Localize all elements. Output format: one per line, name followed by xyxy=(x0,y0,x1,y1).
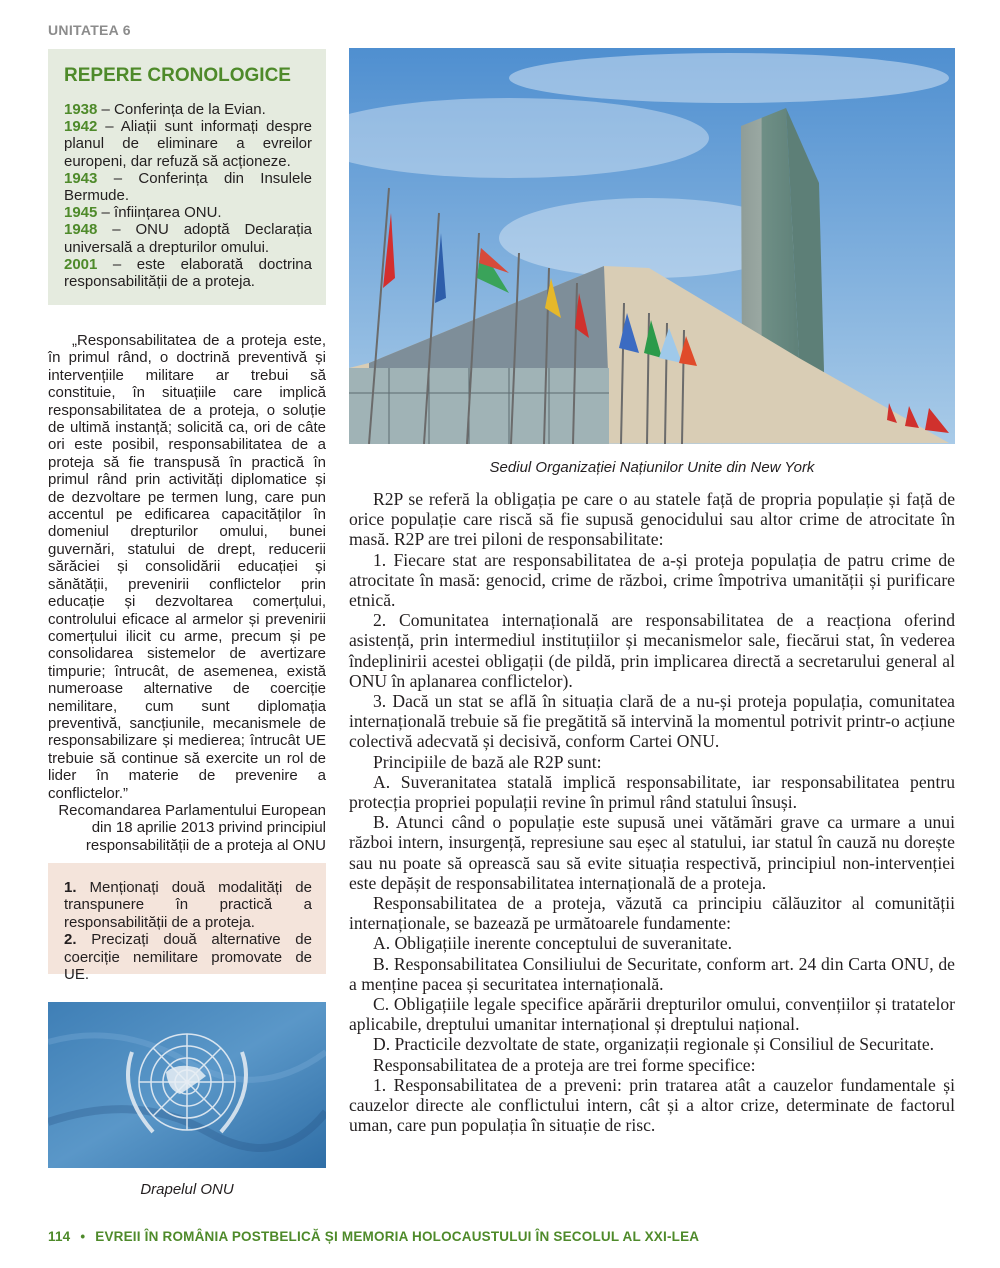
unit-label: UNITATEA 6 xyxy=(48,22,131,38)
un-headquarters-caption: Sediul Organizației Națiunilor Unite din New York xyxy=(489,459,815,476)
paragraph: B. Atunci când o populație este supusă unei vătămări grave ca urmare a unui război intern, insurgență, represiune sau eșec al statului, iar statul în cauză nu dorește sau nu poate să oprească sau să evite situația respectivă, principiul non-intervenției este depășit de responsabilitatea internațională de a proteja. xyxy=(349,812,955,893)
un-headquarters-photo xyxy=(349,48,955,444)
question-text: Precizați două alternative de coerciție nemilitare promovate de UE. xyxy=(64,931,312,984)
paragraph: 3. Dacă un stat se află în situația clară de a nu-și proteja populația, comunitatea internațională trebuie să fie pregătită să intervină la momentul potrivit printr-o acțiune colectivă adecvată și decisivă, conform Cartei ONU. xyxy=(349,691,955,752)
chronology-box xyxy=(48,49,326,305)
paragraph: 1. Fiecare stat are responsabilitatea de a-și proteja populația de patru crime de atrocitate în masă: genocid, crime de război, crime împotriva umanității și purificare etnică. xyxy=(349,549,955,611)
paragraph: Responsabilitatea de a proteja, văzută ca principiu călăuzitor al comunității internaționale, se bazează pe următoarele fundamente: xyxy=(349,893,955,934)
chronology-text: – Aliații sunt informați despre planul de eliminare a evreilor europeni, dar refuză să acționeze. xyxy=(64,118,312,170)
chronology-item xyxy=(64,101,312,118)
question-text: Menționați două modalități de transpunere în practică a responsabilității de a proteja. xyxy=(64,879,312,931)
chronology-item xyxy=(64,170,312,204)
paragraph: B. Responsabilitatea Consiliului de Securitate, conform art. 24 din Carta ONU, de a menține pacea și securitatea internațională. xyxy=(349,953,955,994)
chronology-year: 1938 xyxy=(64,101,98,118)
chronology-text: – înființarea ONU. xyxy=(97,204,222,222)
quote-block xyxy=(48,332,326,854)
chronology-item xyxy=(64,118,312,170)
chronology-title: REPERE CRONOLOGICE xyxy=(64,65,291,86)
chronology-item xyxy=(64,256,312,290)
quote-source-line: responsabilității de a proteja al ONU xyxy=(85,836,326,854)
chronology-item xyxy=(64,221,312,255)
paragraph: D. Practicile dezvoltate de state, organizații regionale și Consiliul de Securitate. xyxy=(373,1034,935,1055)
chronology-year: 1945 xyxy=(64,204,98,222)
question-item xyxy=(64,931,312,983)
quote-text: „Responsabilitatea de a proteja este, în primul rând, o doctrină preventivă și intervențiile militare ar trebui să constituie, în situațiile care implică responsabilitatea de a proteja, o soluție de ultimă instanță; solicită ca, ori de câte ori este posibil, responsabilitatea de a proteja să fie transpusă în practică în primul rând prin activități diplomatice și de dezvoltare pe termen lung, care pun accentul pe edificarea capacităților în domeniul drepturilor omului, bunei guvernări, statului de drept, reducerii sărăciei și consolidării educației și sănătății, prevenirii conflictelor prin educație și dezvoltarea comerțului, controlului eficace al armelor și prevenirii comerțului ilicit cu arme, precum și pe consolidarea sistemelor de avertizare timpurie; întrucât, de asemenea, există numeroase alternative de coerciție nemilitare, cum sunt diplomația preventivă, sancțiunile, mecanismele de responsabilizare și medierea; întrucât UE trebuie să continue să exercite un rol de lider în materie de prevenire a conflictelor.” xyxy=(48,332,326,802)
chronology-year: 1948 xyxy=(64,221,98,239)
quote-source xyxy=(48,802,326,854)
chronology-text: – ONU adoptă Declarația universală a drepturilor omului. xyxy=(64,221,312,256)
quote-source-line: Recomandarea Parlamentului European xyxy=(58,801,326,819)
paragraph: Principiile de bază ale R2P sunt: xyxy=(373,751,602,772)
paragraph: C. Obligațiile legale specifice apărării drepturilor omului, convențiilor și tratatelor aplicabile, dreptului umanitar internațional și dreptului național. xyxy=(349,994,955,1035)
chronology-list xyxy=(64,101,312,290)
un-flag-caption: Drapelul ONU xyxy=(140,1181,234,1198)
un-flag-image xyxy=(48,1002,326,1168)
paragraph: 2. Comunitatea internațională are responsabilitatea de a reacționa oferind asistență, prin intermediul instituțiilor și mecanismelor sale, fiecărui stat, în vederea îndeplinirii acestei obligații (de pildă, prin implicarea directă a secretarului general al ONU în aplanarea conflictelor). xyxy=(349,610,955,691)
chronology-year: 2001 xyxy=(64,255,98,273)
running-title: EVREII ÎN ROMÂNIA POSTBELICĂ ȘI MEMORIA HOLOCAUSTULUI ÎN SECOLUL AL XXI-LEA xyxy=(95,1229,700,1244)
paragraph: A. Suveranitatea statală implică responsabilitate, iar responsabilitatea pentru protecția propriei populații revine în primul rând statului însuși. xyxy=(349,771,955,813)
paragraph: A. Obligațiile inerente conceptului de suveranitate. xyxy=(373,933,733,954)
paragraph: 1. Responsabilitatea de a preveni: prin tratarea atât a cauzelor fundamentale și cauzelor directe ale conflictului intern, cât și a altor crize, determinate de factorul uman, care pun populația în situație de risc. xyxy=(349,1074,955,1136)
quote-source-line: din 18 aprilie 2013 privind principiul xyxy=(91,819,326,837)
chronology-item xyxy=(64,204,312,221)
question-number: 1. xyxy=(64,879,77,896)
paragraph: R2P se referă la obligația pe care o au statele față de propria populație și față de orice populație care riscă să fie supusă genocidului sau altor crime de atrocitate în masă. R2P are trei piloni de responsabilitate: xyxy=(349,489,955,550)
chronology-year: 1943 xyxy=(64,169,98,187)
question-item xyxy=(64,879,312,931)
questions-box xyxy=(48,863,326,984)
paragraph: Responsabilitatea de a proteja are trei forme specifice: xyxy=(373,1054,756,1075)
main-article xyxy=(349,489,955,1136)
chronology-text: – Conferința din Insulele Bermude. xyxy=(64,169,312,205)
question-number: 2. xyxy=(64,931,77,949)
chronology-text: – Conferința de la Evian. xyxy=(97,101,266,118)
chronology-text: – este elaborată doctrina responsabilității de a proteja. xyxy=(64,255,312,291)
footer-separator: • xyxy=(80,1229,86,1244)
page-footer xyxy=(48,1229,699,1244)
chronology-year: 1942 xyxy=(64,118,98,136)
page-number: 114 xyxy=(48,1229,71,1244)
